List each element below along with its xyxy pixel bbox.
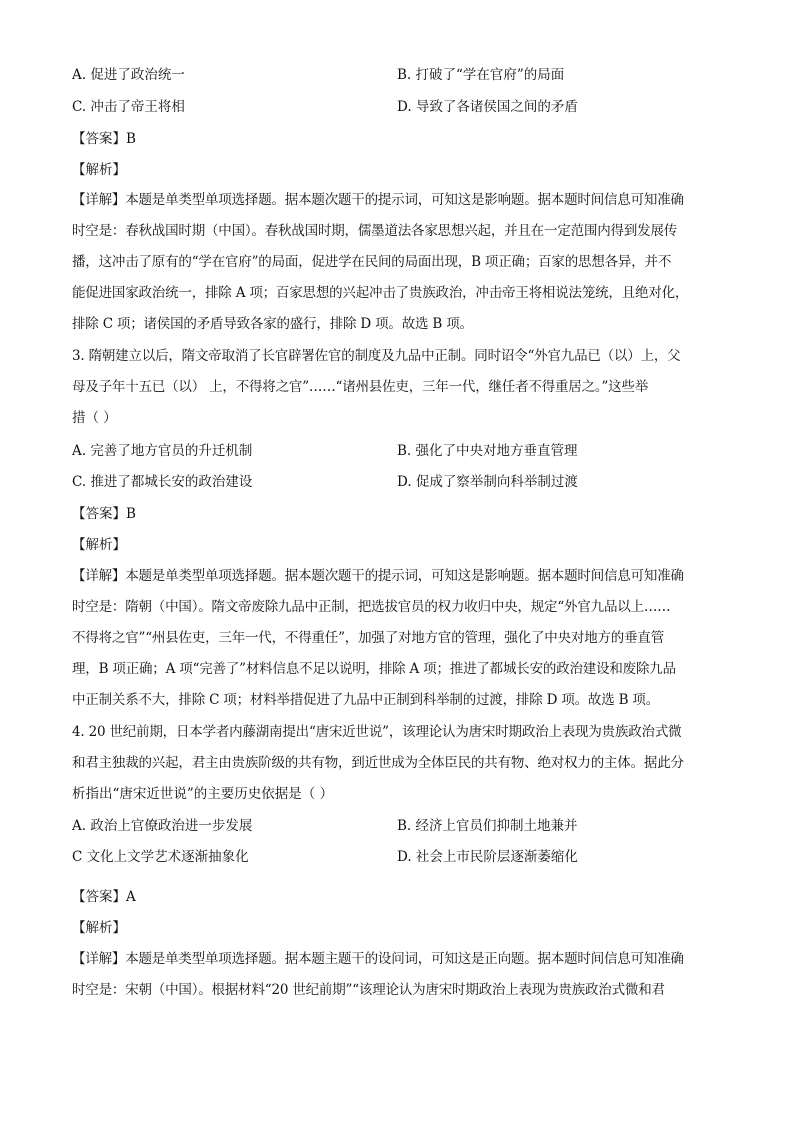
q3-detail-line: 中正制关系不大，排除 C 项；材料举措促进了九品中正制到科举制的过渡，排除 D 项。故选 B 项。 (72, 692, 660, 708)
q3-analysis-heading: 【解析】 (72, 537, 126, 553)
q4-option-d: D. 社会上市民阶层逐渐萎缩化 (397, 849, 578, 865)
q2-option-a: A. 促进了政治统一 (72, 67, 185, 83)
q2-detail-line: 能促进国家政治统一，排除 A 项；百家思想的兴起冲击了贵族政治，冲击帝王将相说法笼统，且绝对化， (72, 285, 689, 301)
q3-option-c: C. 推进了都城长安的政治建设 (72, 474, 253, 490)
q3-stem-line: 母及子年十五已（以） 上，不得将之官”……“诸州县佐吏，三年一代，继任者不得重居之。”这些举 (72, 379, 649, 395)
q2-detail-line: 排除 C 项；诸侯国的矛盾导致各家的盛行，排除 D 项。故选 B 项。 (72, 316, 473, 332)
q3-option-d: D. 促成了察举制向科举制过渡 (397, 474, 578, 490)
q4-detail-line: 【详解】本题是单类型单项选择题。据本题主题干的设问词，可知这是正向题。据本题时间信息可知准确 (72, 951, 684, 967)
q3-detail-line: 时空是：隋朝（中国）。隋文帝废除九品中正制，把选拔官员的权力收归中央，规定“外官九品以上…… (72, 599, 671, 615)
q3-stem-line: 措（ ） (72, 410, 117, 426)
q2-analysis-heading: 【解析】 (72, 162, 126, 178)
q4-answer: 【答案】A (72, 889, 136, 905)
q4-option-b: B. 经济上官员们抑制土地兼并 (397, 818, 578, 834)
q3-option-b: B. 强化了中央对地方垂直管理 (397, 443, 578, 459)
q4-detail-line: 时空是：宋朝（中国）。根据材料“20 世纪前期”“该理论认为唐宋时期政治上表现为贵族政治式微和君 (72, 982, 665, 998)
q3-stem-line: 3. 隋朝建立以后，隋文帝取消了长官辟署佐官的制度及九品中正制。同时诏令“外官九品已（以）上，父 (72, 348, 681, 364)
q4-stem-line: 和君主独裁的兴起，君主由贵族阶级的共有物，到近世成为全体臣民的共有物、绝对权力的主体。据此分 (72, 755, 684, 771)
q3-detail-line: 【详解】本题是单类型单项选择题。据本题次题干的提示词，可知这是影响题。据本题时间信息可知准确 (72, 568, 684, 584)
q4-option-c: C 文化上文学艺术逐渐抽象化 (72, 849, 249, 865)
q2-option-b: B. 打破了“学在官府”的局面 (397, 67, 565, 83)
q4-stem-line: 4. 20 世纪前期，日本学者内藤湖南提出“唐宋近世说”，该理论认为唐宋时期政治上表现为贵族政治式微 (72, 724, 682, 740)
q2-option-d: D. 导致了各诸侯国之间的矛盾 (397, 99, 578, 115)
q2-detail-line: 时空是：春秋战国时期（中国）。春秋战国时期，儒墨道法各家思想兴起，并且在一定范围内得到发展传 (72, 223, 678, 239)
q2-answer: 【答案】B (72, 131, 136, 147)
q3-detail-line: 不得将之官”“州县佐吏，三年一代，不得重任”，加强了对地方官的管理，强化了中央对地方的垂直管 (72, 630, 665, 646)
q3-detail-line: 理，B 项正确；A 项“完善了”材料信息不足以说明，排除 A 项；推进了都城长安的政治建设和废除九品 (72, 661, 676, 677)
q4-option-a: A. 政治上官僚政治进一步发展 (72, 818, 253, 834)
q4-analysis-heading: 【解析】 (72, 920, 126, 936)
q2-detail-line: 播，这冲击了原有的“学在官府”的局面，促进学在民间的局面出现，B 项正确；百家的思想各异，并不 (72, 254, 672, 270)
q2-detail-line: 【详解】本题是单类型单项选择题。据本题次题干的提示词，可知这是影响题。据本题时间信息可知准确 (72, 192, 684, 208)
q3-option-a: A. 完善了地方官员的升迁机制 (72, 443, 253, 459)
q3-answer: 【答案】B (72, 506, 136, 522)
q4-stem-line: 析指出“唐宋近世说”的主要历史依据是（ ） (72, 786, 334, 802)
q2-option-c: C. 冲击了帝王将相 (72, 99, 185, 115)
